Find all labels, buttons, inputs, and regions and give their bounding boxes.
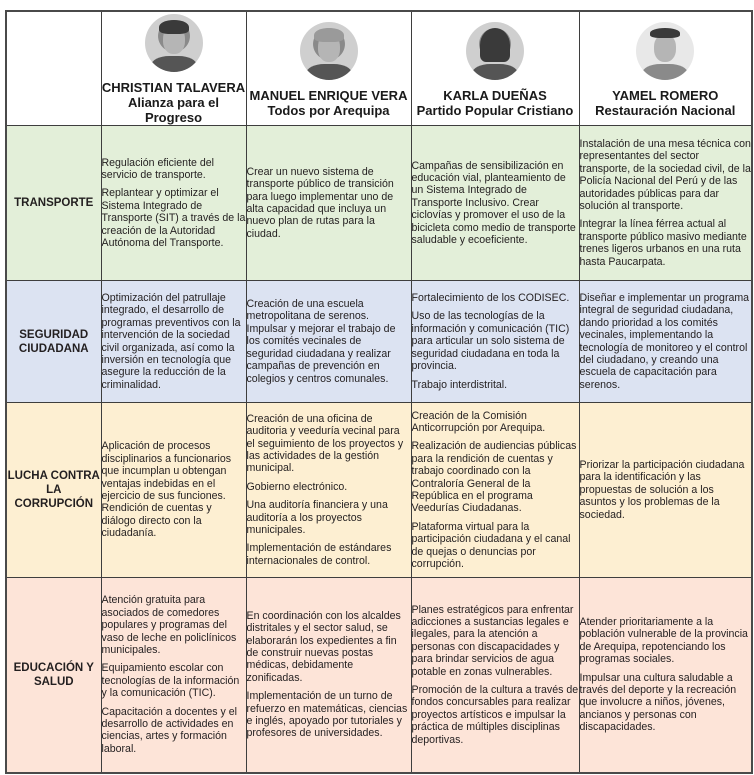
proposal-text: Regulación eficiente del servicio de transporte. [101,156,214,181]
proposal-cell [246,281,411,403]
proposal-cell [411,281,579,403]
candidate-photo-icon [466,22,524,80]
proposal-text: En coordinación con los alcaldes distritales y el sector salud, se elaborarán los expedientes a fin de construir nuevas postas médicas, debidamente zonificadas. [246,609,401,684]
proposal-text: Equipamiento escolar con tecnologías de la información y la comunicación (TIC). [101,662,240,700]
proposal-text: Atender prioritariamente a la población vulnerable de la provincia de Arequipa, repotenciando los programas sociales. [579,615,748,666]
proposal-cell [101,126,246,281]
candidate-proposals-table [5,10,753,774]
proposal-cell [246,126,411,281]
proposal-text: Uso de las tecnologías de la información y comunicación (TIC) para articular un solo sistema de seguridad ciudadana en toda la provincia. [411,310,570,373]
proposal-cell [579,403,752,578]
proposal-text: Optimización del patrullaje integrado, el desarrollo de programas preventivos con la intervención de la sociedad civil organizada, así como la inversión en tecnología que asegure la reducción de la criminalidad. [101,291,241,391]
proposal-text: Creación de una oficina de auditoria y veeduría vecinal para el seguimiento de los proyectos y las actividades de la gestión municipal. [246,412,404,475]
proposal-text: Planes estratégicos para enfrentar adicciones a sustancias legales e ilegales, para la atención a personas con discapacidades y para brindar servicios de agua potable en zonas vulnerables. [411,603,574,678]
candidate-party: Alianza para el Progreso [127,95,220,125]
proposal-text: Aplicación de procesos disciplinarios a funcionarios que incumplan u obtengan ventajas indebidas en el ejercicio de sus funciones. Rendición de cuentas y diálogo directo con la ciudadanía. [101,440,232,540]
candidate-photo-icon [300,22,358,80]
proposal-text: Priorizar la participación ciudadana para la identificación y las propuestas de solución a los asuntos y los problemas de la sociedad. [579,458,745,521]
candidate-name: KARLA DUEÑAS [443,87,547,103]
topic-label: LUCHA CONTRA LA CORRUPCIÓN [6,403,101,578]
proposal-text: Implementación de estándares internacionales de control. [246,542,392,567]
proposal-text: Integrar la línea férrea actual al transporte público masivo mediante trenes ligeros urbanos en una ruta hasta Paucarpata. [579,218,747,268]
candidate-header-vera [246,11,411,126]
candidate-header-duenas [411,11,579,126]
proposal-text: Crear un nuevo sistema de transporte público de transición para luego implementar uno de alta capacidad que incluya un nuevo plan de rutas para la ciudad. [246,165,394,240]
proposal-text: Capacitación a docentes y el desarrollo de actividades en ciencias, artes y formación laboral. [101,705,237,755]
candidate-header-talavera [101,11,246,126]
candidate-name: MANUEL ENRIQUE VERA [249,87,408,103]
proposal-text: Fortalecimiento de los CODISEC. [411,292,570,305]
proposal-text: Campañas de sensibilización en educación vial, planteamiento de un Sistema Integrado de Transporte Inclusivo. Crear ciclovías y promover el uso de la bicicleta como medio de transporte saludable y ecoeficiente. [411,159,576,247]
proposal-cell [411,578,579,773]
empty-corner-cell [6,11,101,126]
topic-label: TRANSPORTE [6,126,101,281]
topic-label: EDUCACIÓN Y SALUD [6,578,101,773]
proposal-cell [246,578,411,773]
proposal-text: Replantear y optimizar el Sistema Integrado de Transporte (SIT) a través de la creación de la Autoridad Autónoma del Transporte. [101,187,246,250]
candidate-header-romero [579,11,752,126]
proposal-text: Diseñar e implementar un programa integral de seguridad ciudadana, dando prioridad a los comités vecinales, implementando la tecnología de monitoreo y el control del ciudadano, y creando una escuela de capacitación para serenos. [579,291,750,391]
proposal-text: Implementación de un turno de refuerzo en matemáticas, ciencias e inglés, apoyado por tutoriales y profesores de universidades. [246,690,408,740]
candidate-party: Todos por Arequipa [267,102,390,118]
candidate-name: CHRISTIAN TALAVERA [101,80,246,95]
proposal-text: Trabajo interdistrital. [411,378,508,391]
row-lucha-contra-la-corrupcion [6,403,752,578]
proposal-cell [411,403,579,578]
proposal-cell [579,281,752,403]
candidate-photo-icon [145,14,203,72]
proposal-text: Una auditoría financiera y una auditoría a los proyectos municipales. [246,499,388,537]
candidate-name: YAMEL ROMERO [612,87,719,103]
proposal-cell [246,403,411,578]
proposal-cell [579,578,752,773]
proposal-cell [101,403,246,578]
candidate-photo-icon [636,22,694,80]
proposal-cell [101,281,246,403]
header-row [6,11,752,126]
proposal-text: Creación de una escuela metropolitana de serenos. Impulsar y mejorar el trabajo de los comités vecinales de seguridad ciudadana y realizar campañas de prevención en colegios y centros comunales. [246,298,396,385]
proposal-text: Realización de audiencias públicas para la rendición de cuentas y trabajo coordinado con la Contraloría General de la República en el programa Veedurías Ciudadanas. [411,440,577,515]
topic-label: SEGURIDAD CIUDADANA [6,281,101,403]
proposal-text: Gobierno electrónico. [246,480,348,493]
proposal-text: Plataforma virtual para la participación ciudadana y el canal de quejas o denuncias por corrupción. [411,520,571,571]
row-seguridad-ciudadana [6,281,752,403]
row-educacion-y-salud [6,578,752,773]
candidate-party: Restauración Nacional [595,102,736,118]
proposal-text: Promoción de la cultura a través de fondos concursables para realizar proyectos artísticos e impulsar la práctica de múltiples disciplinas deportivas. [411,683,579,746]
candidate-party: Partido Popular Cristiano [416,102,574,118]
proposal-text: Creación de la Comisión Anticorrupción por Arequipa. [411,409,546,434]
row-transporte [6,126,752,281]
proposal-cell [101,578,246,773]
proposal-text: Impulsar una cultura saludable a través del deporte y la recreación que involucre a niños, jóvenes, ancianos y personas con discapacidades. [579,671,737,734]
proposal-cell [579,126,752,281]
proposal-text: Atención gratuita para asociados de comedores populares y programas del vaso de leche en policlínicos municipales. [101,594,237,656]
proposal-cell [411,126,579,281]
proposal-text: Instalación de una mesa técnica con representantes del sector transporte, de la sociedad civil, de la Policía Nacional del Perú y de las autoridades públicas para dar solución al transporte. [579,137,751,212]
